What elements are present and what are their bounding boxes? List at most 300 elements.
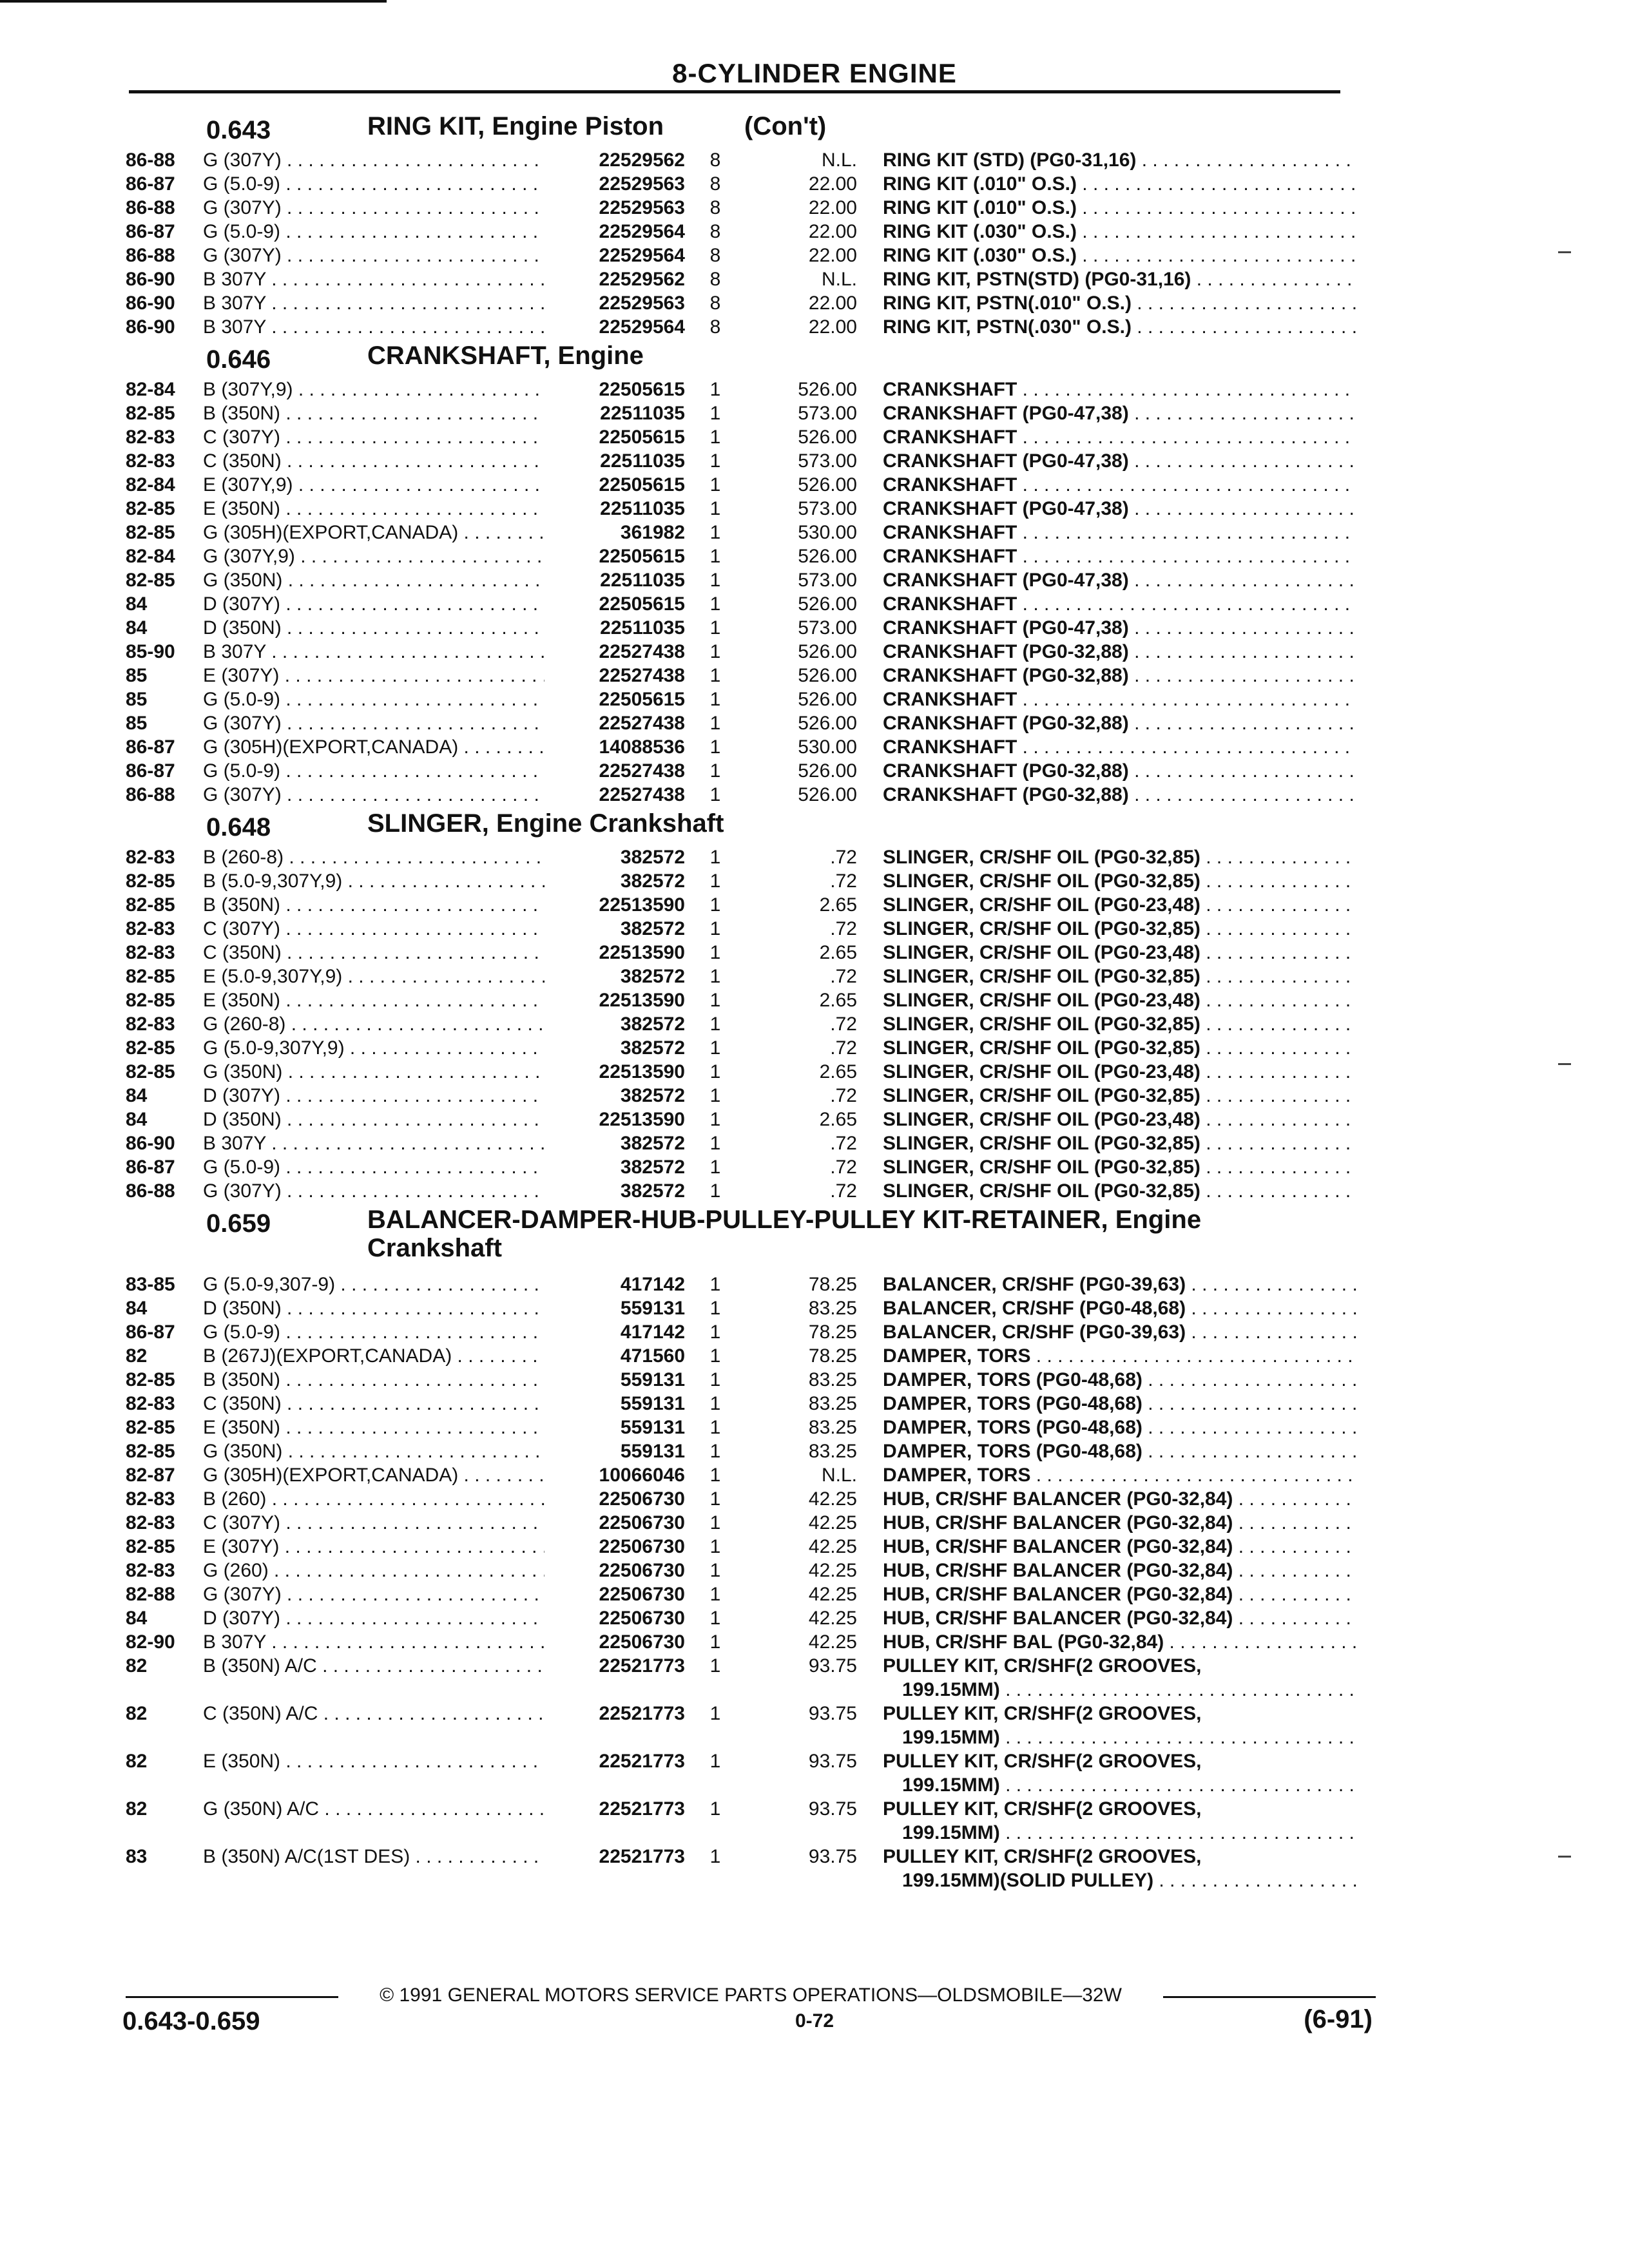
quantity: 1 bbox=[709, 1631, 721, 1653]
part-row bbox=[126, 1344, 1350, 1368]
quantity: 1 bbox=[709, 1488, 721, 1510]
part-description-line: DAMPER, TORS (PG0-48,68) bbox=[883, 1393, 1142, 1414]
quantity: 8 bbox=[709, 316, 721, 338]
quantity: 1 bbox=[709, 713, 721, 734]
quantity: 1 bbox=[709, 1298, 721, 1319]
part-description-line: CRANKSHAFT (PG0-32,88) bbox=[883, 760, 1129, 782]
model-series: B (350N) A/C(1ST DES) . . . bbox=[203, 1845, 545, 1869]
model-years: 86-87 bbox=[126, 1157, 175, 1178]
price: .72 bbox=[830, 1133, 857, 1154]
part-number: 559131 bbox=[545, 1368, 685, 1392]
quantity: 1 bbox=[709, 1846, 721, 1867]
part-description bbox=[883, 378, 1356, 401]
part-description bbox=[883, 568, 1356, 592]
model-years: 82-85 bbox=[126, 1061, 175, 1082]
part-description-line: CRANKSHAFT (PG0-47,38) bbox=[883, 498, 1129, 519]
quantity: 1 bbox=[709, 1014, 721, 1035]
part-row bbox=[126, 592, 1350, 616]
price: 22.00 bbox=[808, 245, 857, 266]
part-description-line: CRANKSHAFT bbox=[883, 474, 1017, 495]
part-description bbox=[883, 315, 1356, 339]
part-description bbox=[883, 1559, 1356, 1582]
part-row bbox=[126, 568, 1350, 592]
quantity: 1 bbox=[709, 1608, 721, 1629]
price: 78.25 bbox=[808, 1345, 857, 1367]
model-series: D (350N) . . . bbox=[203, 616, 545, 640]
model-years: 82 bbox=[126, 1345, 148, 1367]
model-series: E (5.0-9,307Y,9) . . . bbox=[203, 965, 545, 988]
part-description-line: SLINGER, CR/SHF OIL (PG0-32,85) bbox=[883, 1037, 1200, 1059]
quantity: 1 bbox=[709, 1180, 721, 1202]
model-years: 86-88 bbox=[126, 784, 175, 805]
price: 526.00 bbox=[798, 474, 857, 495]
model-years: 85 bbox=[126, 689, 148, 710]
model-years: 82-83 bbox=[126, 918, 175, 939]
part-number: 22506730 bbox=[545, 1582, 685, 1606]
model-series: C (350N) . . . bbox=[203, 449, 545, 473]
part-row bbox=[126, 735, 1350, 759]
price: 78.25 bbox=[808, 1321, 857, 1343]
part-row bbox=[126, 1368, 1350, 1392]
model-series: B (350N) A/C . . . bbox=[203, 1654, 545, 1678]
part-number: 22505615 bbox=[545, 687, 685, 711]
part-row bbox=[126, 1320, 1350, 1344]
quantity: 1 bbox=[709, 1536, 721, 1557]
model-years: 84 bbox=[126, 1298, 148, 1319]
part-description-continued: 199.15MM) . . . bbox=[883, 1725, 1356, 1749]
part-row bbox=[126, 1416, 1350, 1439]
price: 526.00 bbox=[798, 379, 857, 400]
price: 42.25 bbox=[808, 1584, 857, 1605]
model-series: C (307Y) . . . bbox=[203, 1511, 545, 1535]
part-row bbox=[126, 664, 1350, 687]
part-description-line: SLINGER, CR/SHF OIL (PG0-32,85) bbox=[883, 1157, 1200, 1178]
part-description bbox=[883, 1273, 1356, 1296]
price: 573.00 bbox=[798, 570, 857, 591]
model-years: 86-87 bbox=[126, 1321, 175, 1343]
part-description-line: RING KIT (.030" O.S.) bbox=[883, 245, 1077, 266]
part-number: 22505615 bbox=[545, 592, 685, 616]
model-years: 82-85 bbox=[126, 990, 175, 1011]
part-number: 382572 bbox=[545, 845, 685, 869]
model-years: 82-84 bbox=[126, 379, 175, 400]
model-series: B (5.0-9,307Y,9) . . . bbox=[203, 869, 545, 893]
quantity: 1 bbox=[709, 641, 721, 662]
part-description-continued: 199.15MM) . . . bbox=[883, 1773, 1356, 1797]
model-series: G (305H)(EXPORT,CANADA) . . . bbox=[203, 1463, 545, 1487]
part-description bbox=[883, 1702, 1356, 1749]
model-years: 86-88 bbox=[126, 245, 175, 266]
model-series: E (350N) . . . bbox=[203, 1416, 545, 1439]
part-description-continued: 199.15MM) . . . bbox=[883, 1678, 1356, 1702]
quantity: 1 bbox=[709, 379, 721, 400]
part-number: 471560 bbox=[545, 1344, 685, 1368]
part-description-line: SLINGER, CR/SHF OIL (PG0-32,85) bbox=[883, 1180, 1200, 1202]
model-years: 83-85 bbox=[126, 1274, 175, 1295]
price: .72 bbox=[830, 1014, 857, 1035]
price: 526.00 bbox=[798, 760, 857, 782]
price: 526.00 bbox=[798, 593, 857, 615]
part-description-line: HUB, CR/SHF BALANCER (PG0-32,84) bbox=[883, 1584, 1233, 1605]
part-number: 382572 bbox=[545, 965, 685, 988]
part-number: 559131 bbox=[545, 1392, 685, 1416]
quantity: 1 bbox=[709, 1037, 721, 1059]
part-number: 382572 bbox=[545, 1084, 685, 1108]
price: 2.65 bbox=[819, 894, 857, 916]
part-description bbox=[883, 267, 1356, 291]
quantity: 1 bbox=[709, 570, 721, 591]
model-years: 86-88 bbox=[126, 1180, 175, 1202]
quantity: 1 bbox=[709, 1369, 721, 1390]
part-description-line: CRANKSHAFT bbox=[883, 546, 1017, 567]
price: .72 bbox=[830, 918, 857, 939]
model-series: B 307Y . . . bbox=[203, 267, 545, 291]
quantity: 1 bbox=[709, 617, 721, 639]
model-series: G (5.0-9) . . . bbox=[203, 759, 545, 783]
price: 83.25 bbox=[808, 1369, 857, 1390]
price: .72 bbox=[830, 870, 857, 892]
part-number: 22511035 bbox=[545, 568, 685, 592]
price: 573.00 bbox=[798, 498, 857, 519]
part-row bbox=[126, 988, 1350, 1012]
quantity: 1 bbox=[709, 522, 721, 543]
section-number: 0.646 bbox=[206, 345, 271, 374]
quantity: 1 bbox=[709, 593, 721, 615]
part-row bbox=[126, 1084, 1350, 1108]
quantity: 1 bbox=[709, 784, 721, 805]
model-series: B (260-8) . . . bbox=[203, 845, 545, 869]
part-description bbox=[883, 1060, 1356, 1084]
price: 83.25 bbox=[808, 1441, 857, 1462]
part-row bbox=[126, 378, 1350, 401]
quantity: 1 bbox=[709, 918, 721, 939]
section-number: 0.648 bbox=[206, 813, 271, 841]
model-years: 82-85 bbox=[126, 1369, 175, 1390]
part-description bbox=[883, 1749, 1356, 1797]
part-description bbox=[883, 687, 1356, 711]
part-description bbox=[883, 1179, 1356, 1203]
part-description bbox=[883, 244, 1356, 267]
price: 573.00 bbox=[798, 450, 857, 472]
quantity: 1 bbox=[709, 1393, 721, 1414]
part-description-line: RING KIT (.030" O.S.) bbox=[883, 221, 1077, 242]
model-series: C (350N) . . . bbox=[203, 1392, 545, 1416]
model-series: E (307Y,9) . . . bbox=[203, 473, 545, 497]
price: .72 bbox=[830, 1037, 857, 1059]
part-number: 22521773 bbox=[545, 1749, 685, 1773]
model-series: D (307Y) . . . bbox=[203, 1606, 545, 1630]
part-number: 361982 bbox=[545, 521, 685, 544]
price: 526.00 bbox=[798, 641, 857, 662]
part-description-line: CRANKSHAFT (PG0-47,38) bbox=[883, 570, 1129, 591]
part-description bbox=[883, 1368, 1356, 1392]
part-number: 22505615 bbox=[545, 425, 685, 449]
model-years: 82-83 bbox=[126, 1014, 175, 1035]
price: 42.25 bbox=[808, 1536, 857, 1557]
price: 83.25 bbox=[808, 1393, 857, 1414]
model-series: G (260) . . . bbox=[203, 1559, 545, 1582]
part-description-line: SLINGER, CR/SHF OIL (PG0-32,85) bbox=[883, 966, 1200, 987]
quantity: 1 bbox=[709, 1345, 721, 1367]
part-row bbox=[126, 1108, 1350, 1131]
part-description-line: PULLEY KIT, CR/SHF(2 GROOVES, bbox=[883, 1655, 1202, 1677]
model-series: E (307Y) . . . bbox=[203, 1535, 545, 1559]
model-years: 86-87 bbox=[126, 760, 175, 782]
price: .72 bbox=[830, 966, 857, 987]
footer-rule bbox=[126, 1996, 338, 1998]
part-row bbox=[126, 521, 1350, 544]
part-number: 22513590 bbox=[545, 941, 685, 965]
part-description bbox=[883, 965, 1356, 988]
part-description-line: SLINGER, CR/SHF OIL (PG0-32,85) bbox=[883, 1133, 1200, 1154]
parts-listing bbox=[126, 110, 1350, 1892]
part-description bbox=[883, 196, 1356, 220]
part-number: 22506730 bbox=[545, 1535, 685, 1559]
part-number: 22506730 bbox=[545, 1511, 685, 1535]
page-title: 8-CYLINDER ENGINE bbox=[672, 58, 957, 88]
part-description-line: CRANKSHAFT bbox=[883, 736, 1017, 758]
model-years: 82-83 bbox=[126, 427, 175, 448]
part-description-continued: 199.15MM)(SOLID PULLEY) . . . bbox=[883, 1869, 1356, 1892]
part-description bbox=[883, 1296, 1356, 1320]
part-description-line: RING KIT (STD) (PG0-31,16) bbox=[883, 149, 1137, 171]
model-years: 82-84 bbox=[126, 546, 175, 567]
quantity: 8 bbox=[709, 293, 721, 314]
part-row bbox=[126, 473, 1350, 497]
part-description bbox=[883, 845, 1356, 869]
parts-section bbox=[126, 110, 1350, 339]
part-row bbox=[126, 315, 1350, 339]
price: N.L. bbox=[821, 149, 857, 171]
model-series: E (307Y) . . . bbox=[203, 664, 545, 687]
part-row bbox=[126, 1392, 1350, 1416]
model-years: 82 bbox=[126, 1798, 148, 1820]
part-row bbox=[126, 1654, 1350, 1702]
part-number: 22529563 bbox=[545, 291, 685, 315]
model-series: B (350N) . . . bbox=[203, 401, 545, 425]
model-years: 82-85 bbox=[126, 1536, 175, 1557]
part-row bbox=[126, 1296, 1350, 1320]
model-years: 82-85 bbox=[126, 403, 175, 424]
quantity: 1 bbox=[709, 1512, 721, 1533]
model-years: 84 bbox=[126, 617, 148, 639]
section-title: BALANCER-DAMPER-HUB-PULLEY-PULLEY KIT-RETAINER, Engine Crankshaft bbox=[367, 1206, 1202, 1262]
model-years: 86-87 bbox=[126, 736, 175, 758]
model-series: B 307Y . . . bbox=[203, 1630, 545, 1654]
quantity: 1 bbox=[709, 894, 721, 916]
part-description bbox=[883, 1344, 1356, 1368]
part-description-line: RING KIT, PSTN(.030" O.S.) bbox=[883, 316, 1132, 338]
quantity: 8 bbox=[709, 149, 721, 171]
part-description bbox=[883, 521, 1356, 544]
part-description bbox=[883, 172, 1356, 196]
part-description-line: CRANKSHAFT bbox=[883, 379, 1017, 400]
model-series: G (5.0-9) . . . bbox=[203, 220, 545, 244]
part-row bbox=[126, 1273, 1350, 1296]
model-years: 86-87 bbox=[126, 221, 175, 242]
part-number: 22527438 bbox=[545, 711, 685, 735]
model-series: B 307Y . . . bbox=[203, 1131, 545, 1155]
price: 93.75 bbox=[808, 1798, 857, 1820]
part-description-line: PULLEY KIT, CR/SHF(2 GROOVES, bbox=[883, 1751, 1202, 1772]
footer-page-number: 0-72 bbox=[795, 2010, 834, 2032]
price: N.L. bbox=[821, 1465, 857, 1486]
part-description bbox=[883, 449, 1356, 473]
part-description-line: PULLEY KIT, CR/SHF(2 GROOVES, bbox=[883, 1846, 1202, 1867]
part-number: 382572 bbox=[545, 1155, 685, 1179]
quantity: 1 bbox=[709, 498, 721, 519]
part-row bbox=[126, 544, 1350, 568]
part-number: 22506730 bbox=[545, 1487, 685, 1511]
part-row bbox=[126, 1606, 1350, 1630]
part-row bbox=[126, 172, 1350, 196]
quantity: 1 bbox=[709, 665, 721, 686]
part-description bbox=[883, 1606, 1356, 1630]
part-description-line: BALANCER, CR/SHF (PG0-48,68) bbox=[883, 1298, 1186, 1319]
part-description bbox=[883, 592, 1356, 616]
price: 93.75 bbox=[808, 1703, 857, 1724]
part-description bbox=[883, 1845, 1356, 1892]
model-series: G (307Y) . . . bbox=[203, 1179, 545, 1203]
model-series: B (350N) . . . bbox=[203, 1368, 545, 1392]
quantity: 1 bbox=[709, 403, 721, 424]
price: 2.65 bbox=[819, 1109, 857, 1130]
model-series: G (305H)(EXPORT,CANADA) . . . bbox=[203, 735, 545, 759]
model-series: C (350N) . . . bbox=[203, 941, 545, 965]
part-description bbox=[883, 941, 1356, 965]
part-description bbox=[883, 735, 1356, 759]
quantity: 8 bbox=[709, 197, 721, 218]
price: 22.00 bbox=[808, 293, 857, 314]
part-row bbox=[126, 869, 1350, 893]
price: 22.00 bbox=[808, 221, 857, 242]
model-series: B (350N) . . . bbox=[203, 893, 545, 917]
section-heading bbox=[126, 110, 1350, 148]
quantity: 1 bbox=[709, 1109, 721, 1130]
part-row bbox=[126, 1582, 1350, 1606]
part-description bbox=[883, 917, 1356, 941]
part-description-line: SLINGER, CR/SHF OIL (PG0-23,48) bbox=[883, 942, 1200, 963]
price: 22.00 bbox=[808, 173, 857, 195]
model-years: 82-84 bbox=[126, 474, 175, 495]
part-number: 22511035 bbox=[545, 449, 685, 473]
quantity: 1 bbox=[709, 990, 721, 1011]
part-number: 22529563 bbox=[545, 172, 685, 196]
part-description-line: PULLEY KIT, CR/SHF(2 GROOVES, bbox=[883, 1703, 1202, 1724]
quantity: 1 bbox=[709, 427, 721, 448]
part-description-line: HUB, CR/SHF BAL (PG0-32,84) bbox=[883, 1631, 1164, 1653]
part-number: 382572 bbox=[545, 869, 685, 893]
model-years: 82-85 bbox=[126, 1441, 175, 1462]
quantity: 1 bbox=[709, 450, 721, 472]
part-description-line: SLINGER, CR/SHF OIL (PG0-32,85) bbox=[883, 870, 1200, 892]
price: 42.25 bbox=[808, 1560, 857, 1581]
parts-section bbox=[126, 1203, 1350, 1892]
model-series: D (307Y) . . . bbox=[203, 592, 545, 616]
part-description-continued: 199.15MM) . . . bbox=[883, 1821, 1356, 1845]
part-number: 22529563 bbox=[545, 196, 685, 220]
model-years: 84 bbox=[126, 593, 148, 615]
part-description-line: CRANKSHAFT (PG0-32,88) bbox=[883, 713, 1129, 734]
price: 2.65 bbox=[819, 990, 857, 1011]
part-description-line: SLINGER, CR/SHF OIL (PG0-32,85) bbox=[883, 918, 1200, 939]
part-number: 22505615 bbox=[545, 378, 685, 401]
part-description-line: CRANKSHAFT (PG0-32,88) bbox=[883, 784, 1129, 805]
model-years: 82-83 bbox=[126, 450, 175, 472]
quantity: 1 bbox=[709, 870, 721, 892]
price: 83.25 bbox=[808, 1417, 857, 1438]
model-series: G (307Y) . . . bbox=[203, 783, 545, 807]
part-description-line: DAMPER, TORS (PG0-48,68) bbox=[883, 1417, 1142, 1438]
part-row bbox=[126, 1060, 1350, 1084]
model-years: 84 bbox=[126, 1109, 148, 1130]
part-description bbox=[883, 1797, 1356, 1845]
quantity: 1 bbox=[709, 546, 721, 567]
part-description bbox=[883, 1392, 1356, 1416]
part-description-line: DAMPER, TORS (PG0-48,68) bbox=[883, 1441, 1142, 1462]
part-description-line: HUB, CR/SHF BALANCER (PG0-32,84) bbox=[883, 1488, 1233, 1510]
part-number: 22511035 bbox=[545, 616, 685, 640]
model-series: G (350N) . . . bbox=[203, 1439, 545, 1463]
part-row bbox=[126, 1439, 1350, 1463]
price: 573.00 bbox=[798, 403, 857, 424]
model-series: B 307Y . . . bbox=[203, 315, 545, 339]
model-series: G (5.0-9) . . . bbox=[203, 172, 545, 196]
part-description bbox=[883, 1036, 1356, 1060]
part-description-line: HUB, CR/SHF BALANCER (PG0-32,84) bbox=[883, 1608, 1233, 1629]
price: N.L. bbox=[821, 269, 857, 290]
price: 526.00 bbox=[798, 713, 857, 734]
part-description bbox=[883, 425, 1356, 449]
model-series: C (307Y) . . . bbox=[203, 425, 545, 449]
part-number: 382572 bbox=[545, 1012, 685, 1036]
part-description bbox=[883, 1463, 1356, 1487]
part-description bbox=[883, 783, 1356, 807]
part-row bbox=[126, 783, 1350, 807]
part-row bbox=[126, 965, 1350, 988]
part-description bbox=[883, 220, 1356, 244]
part-description-line: SLINGER, CR/SHF OIL (PG0-32,85) bbox=[883, 1085, 1200, 1106]
part-number: 22529564 bbox=[545, 244, 685, 267]
part-description bbox=[883, 1131, 1356, 1155]
quantity: 1 bbox=[709, 1584, 721, 1605]
part-number: 22513590 bbox=[545, 1060, 685, 1084]
quantity: 1 bbox=[709, 966, 721, 987]
section-heading bbox=[126, 1203, 1350, 1273]
quantity: 8 bbox=[709, 221, 721, 242]
model-years: 84 bbox=[126, 1608, 148, 1629]
part-row bbox=[126, 941, 1350, 965]
model-series: G (305H)(EXPORT,CANADA) . . . bbox=[203, 521, 545, 544]
part-description bbox=[883, 1654, 1356, 1702]
model-series: G (307Y) . . . bbox=[203, 711, 545, 735]
model-series: D (307Y) . . . bbox=[203, 1084, 545, 1108]
section-continued: (Con't) bbox=[744, 112, 827, 140]
model-series: B 307Y . . . bbox=[203, 640, 545, 664]
model-series: G (350N) . . . bbox=[203, 1060, 545, 1084]
quantity: 1 bbox=[709, 1157, 721, 1178]
part-description bbox=[883, 869, 1356, 893]
part-number: 22521773 bbox=[545, 1702, 685, 1725]
part-description bbox=[883, 759, 1356, 783]
model-series: E (350N) . . . bbox=[203, 1749, 545, 1773]
part-row bbox=[126, 893, 1350, 917]
model-years: 82-88 bbox=[126, 1584, 175, 1605]
price: 526.00 bbox=[798, 665, 857, 686]
part-number: 22506730 bbox=[545, 1630, 685, 1654]
quantity: 1 bbox=[709, 474, 721, 495]
quantity: 8 bbox=[709, 269, 721, 290]
